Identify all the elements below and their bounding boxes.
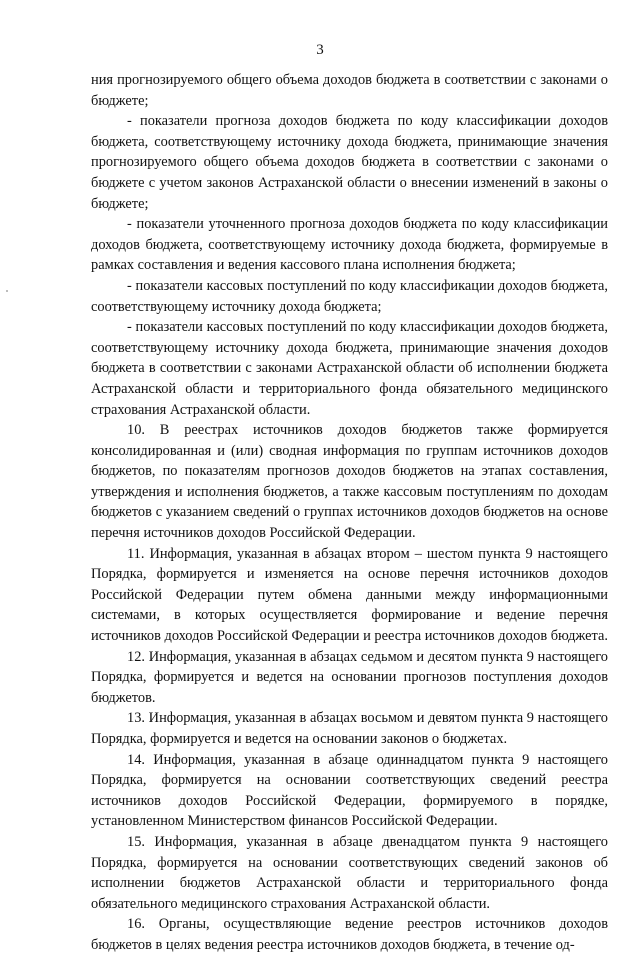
paragraph-cash-receipts-execution-indicators: - показатели кассовых поступлений по коду классификации доходов бюджета, соответствующему источнику дохода бюджета, принимающие значения доходов бюджета в соответствии с законами Астраханской области об исполнении бюджета Астраханской области и территориального фонда обязательного медицинского страхования Астраханской области. — [91, 319, 608, 418]
scan-margin-mark — [6, 290, 8, 292]
document-body — [91, 70, 608, 956]
paragraph-item-16: 16. Органы, осуществляющие ведение реестров источников доходов бюджетов в целях ведения реестра источников доходов бюджета, в течение од- — [91, 916, 608, 953]
paragraph-item-14: 14. Информация, указанная в абзаце одиннадцатом пункта 9 настоящего Порядка, формируется на основании соответствующих сведений реестра источников доходов Российской Федерации, формируемого в порядке, установленном Министерством финансов Российской Федерации. — [91, 751, 608, 830]
paragraph-item-11: 11. Информация, указанная в абзацах втором – шестом пункта 9 настоящего Порядка, формируется и изменяется на основе перечня источников доходов Российской Федерации путем обмена данными между информационными системами, в которых осуществляется формирование и ведение перечня источников доходов Российской Федерации и реестра источников доходов бюджета. — [91, 545, 608, 645]
paragraph-item-13: 13. Информация, указанная в абзацах восьмом и девятом пункта 9 настоящего Порядка, формируется и ведется на основании законов о бюджетах. — [91, 710, 608, 747]
paragraph-cash-receipts-indicators: - показатели кассовых поступлений по коду классификации доходов бюджета, соответствующему источнику дохода бюджета; — [91, 277, 608, 315]
paragraph-forecast-indicators: - показатели прогноза доходов бюджета по коду классификации доходов бюджета, соответствующему источнику дохода бюджета, принимающие значения прогнозируемого общего объема доходов бюджета в соответствии с законами о бюджете с учетом законов Астраханской области о внесении изменений в законы о бюджете; — [91, 113, 608, 212]
page-number: 3 — [316, 42, 324, 58]
paragraph-item-12: 12. Информация, указанная в абзацах седьмом и десятом пункта 9 настоящего Порядка, формируется и ведется на основании прогнозов поступления доходов бюджетов. — [91, 648, 608, 706]
paragraph-continuation: ния прогнозируемого общего объема доходов бюджета в соответствии с законами о бюджете; — [91, 72, 608, 109]
paragraph-refined-forecast-indicators: - показатели уточненного прогноза доходов бюджета по коду классификации доходов бюджета, соответствующему источнику дохода бюджета, формируемые в рамках составления и ведения кассового плана исполнения бюджета; — [91, 216, 608, 274]
paragraph-item-15: 15. Информация, указанная в абзаце двенадцатом пункта 9 настоящего Порядка, формируется на основании соответствующих сведений законов об исполнении бюджетов Астраханской области и территориального фонда обязательного медицинского страхования Астраханской области. — [91, 833, 608, 912]
paragraph-item-10: 10. В реестрах источников доходов бюджетов также формируется консолидированная и (или) сводная информация по группам источников доходов бюджетов, по показателям прогнозов доходов бюджетов на этапах составления, утверждения и исполнения бюджетов, а также кассовым поступлениям по доходам бюджетов с указанием сведений о группах источников доходов бюджетов на основе перечня источников доходов Российской Федерации. — [91, 422, 608, 542]
